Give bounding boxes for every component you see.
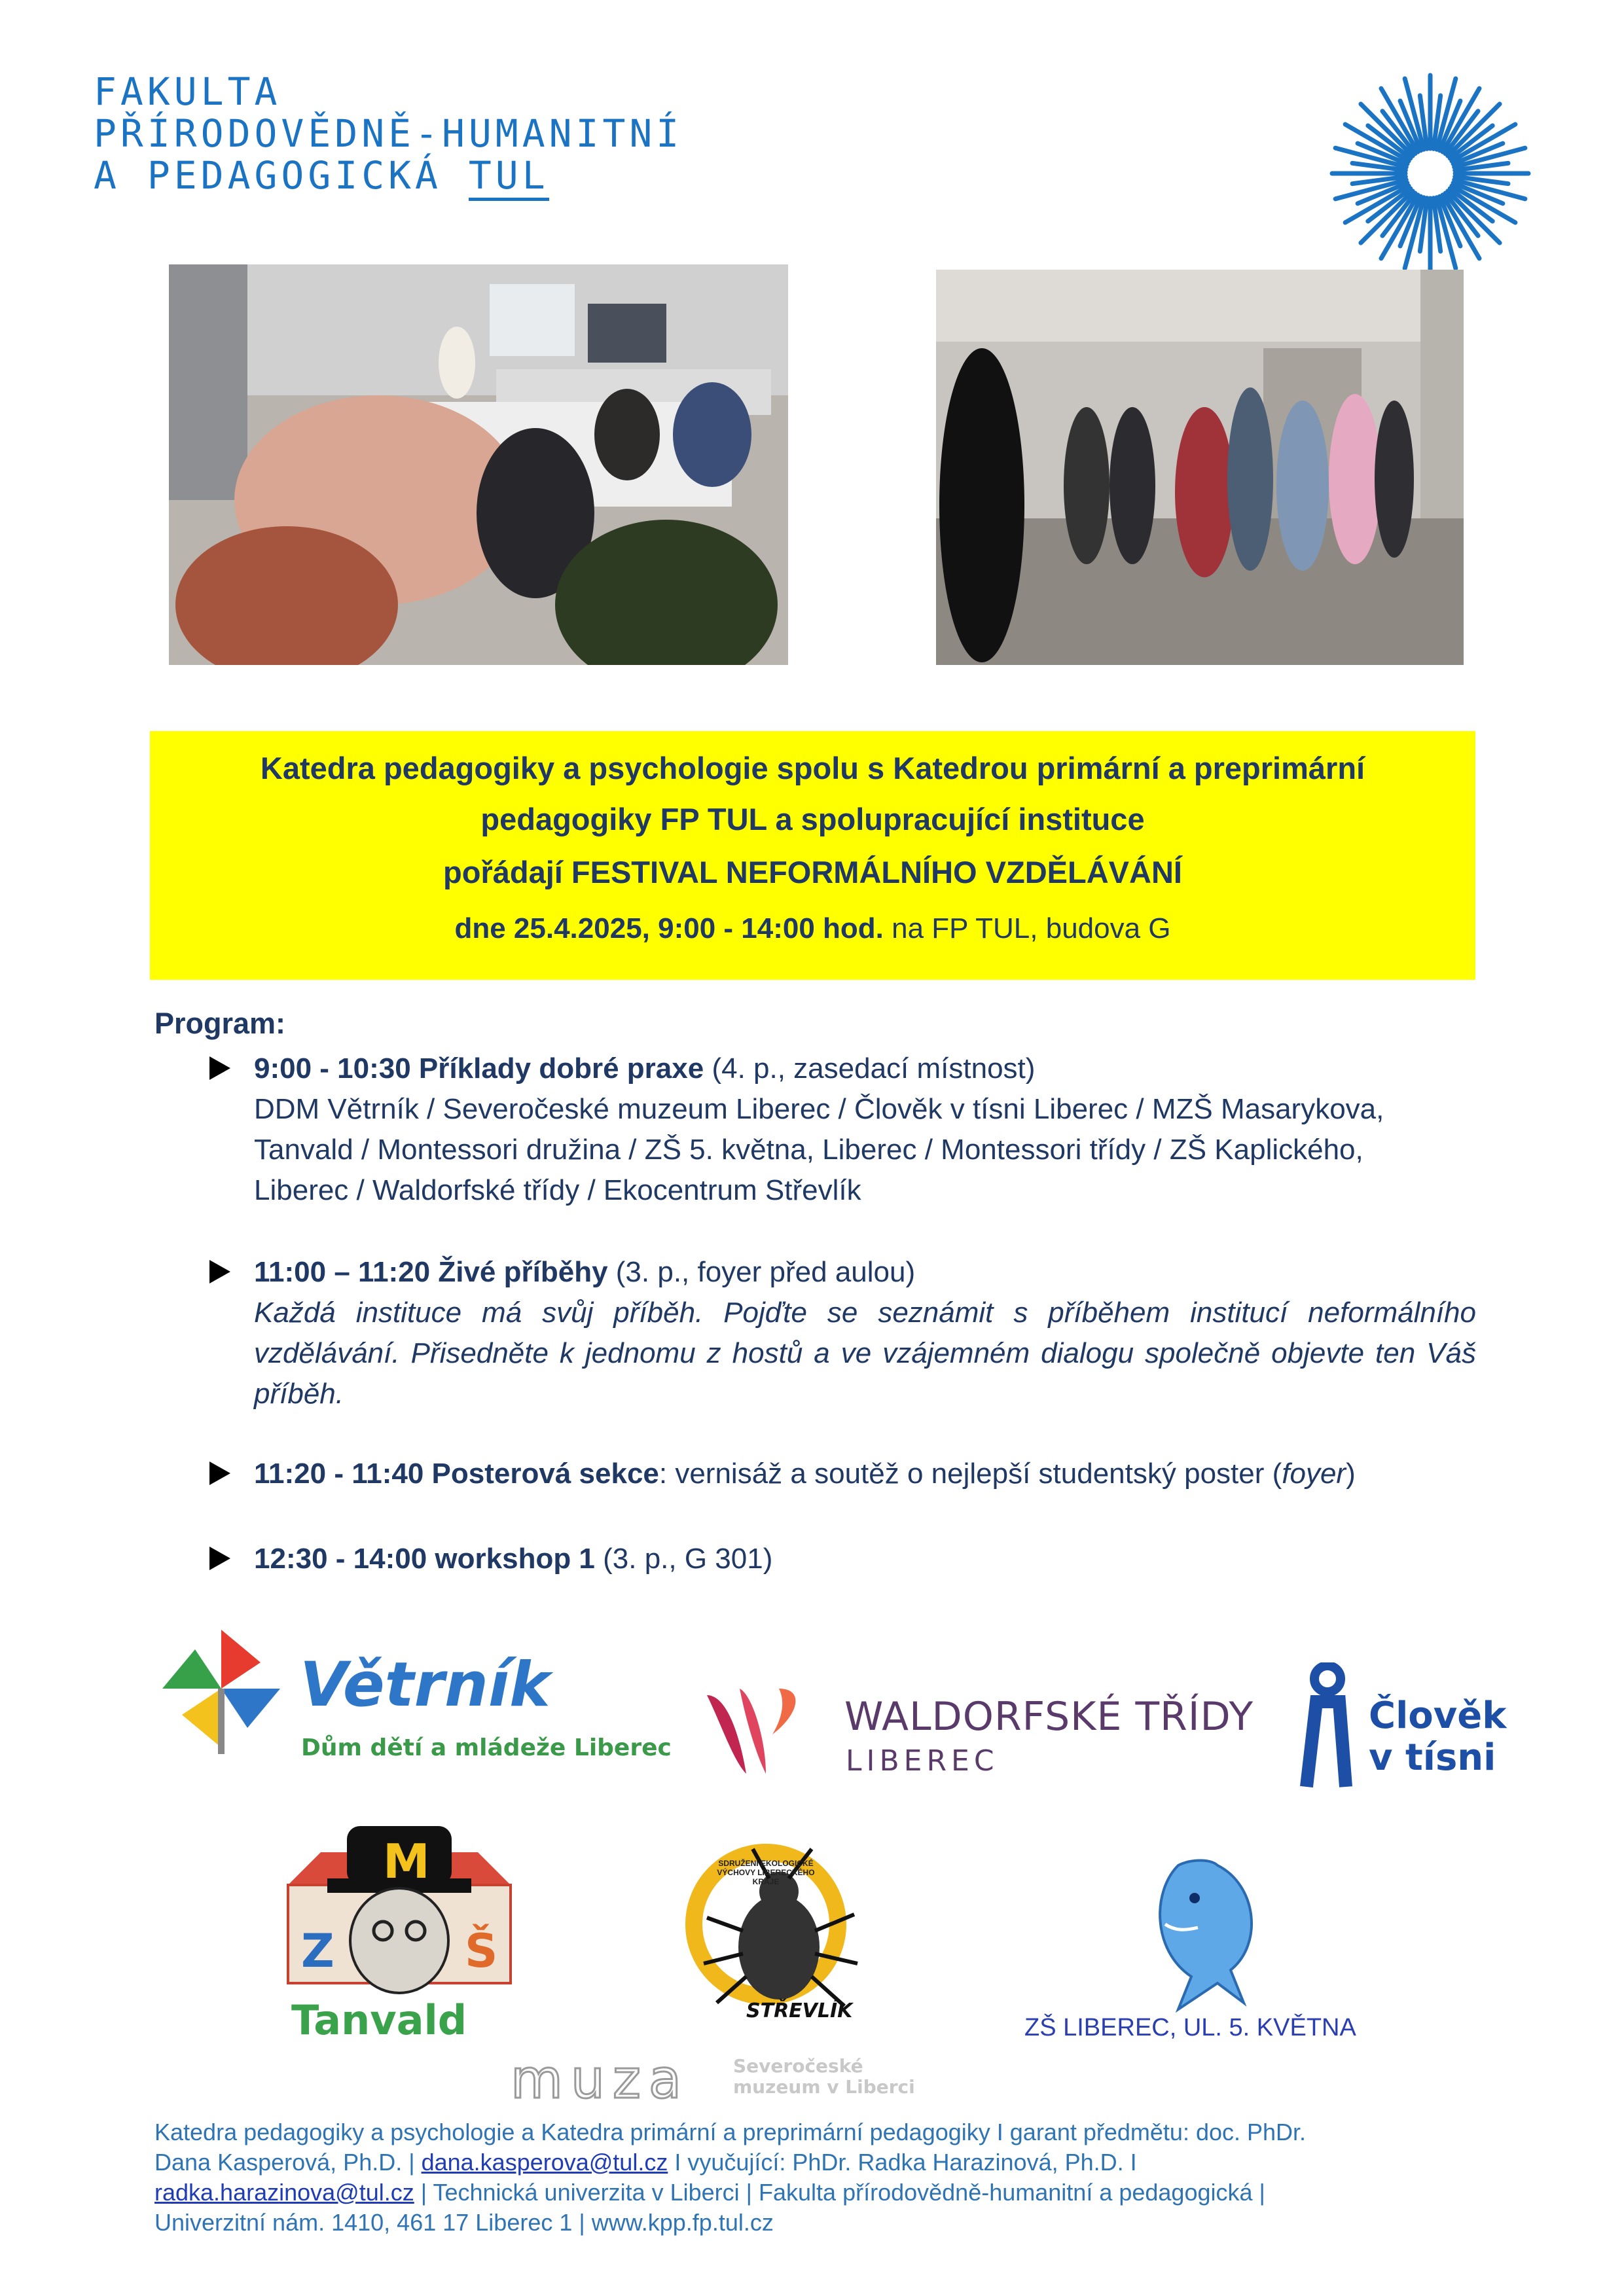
waldorf-logo — [700, 1682, 1276, 1787]
strevlik-logo — [681, 1839, 877, 2036]
program-item-1-time: 9:00 - 10:30 Příklady dobré praxe — [254, 1052, 704, 1085]
muza-subtitle — [733, 2056, 915, 2098]
bullet-triangle-icon — [209, 1260, 230, 1283]
muza-wordmark: muza — [511, 2049, 690, 2111]
vetrnik-logo — [156, 1623, 686, 1780]
footer-line-2 — [154, 2147, 1490, 2178]
vetrnik-subtitle: Dům dětí a mládeže Liberec — [301, 1734, 672, 1761]
faculty-line-1: FAKULTA — [94, 69, 281, 114]
notice-date-rest: na FP TUL, budova G — [883, 912, 1171, 944]
program-item-2-body: Každá instituce má svůj příběh. Pojďte se seznámit s příběhem institucí neformálního vzdělávání. Přisedněte k jednomu z hostů a ve vzájemném dialogu společně objevte ten Váš příběh. — [254, 1297, 1476, 1410]
waldorf-title: WALDORFSKÉ TŘÍDY — [844, 1694, 1254, 1740]
muza-sub-1: Severočeské — [733, 2055, 863, 2077]
faculty-line-2: PŘÍRODOVĚDNĚ-HUMANITNÍ — [94, 111, 683, 156]
muza-logo — [511, 2049, 929, 2111]
classroom-photo — [169, 264, 788, 665]
footer-line-3b: | Technická univerzita v Liberci | Fakulta přírodovědně-humanitní a pedagogická | — [414, 2179, 1265, 2206]
footer-line-1: Katedra pedagogiky a psychologie a Katedra primární a preprimární pedagogiky I garant předmětu: doc. PhDr. — [154, 2119, 1307, 2145]
bullet-triangle-icon — [209, 1547, 230, 1570]
program-item-1 — [209, 1049, 1476, 1211]
event-notice-box — [150, 731, 1475, 980]
faculty-line-3b: TUL — [469, 153, 549, 201]
notice-date — [150, 912, 1475, 945]
program-item-1-body-2: Tanvald / Montessori družina / ZŠ 5. května, Liberec / Montessori třídy / ZŠ Kaplického, — [254, 1134, 1363, 1166]
footer-line-3 — [154, 2178, 1490, 2208]
pinwheel-icon — [156, 1623, 287, 1754]
program-item-2 — [209, 1252, 1476, 1414]
notice-line-1: Katedra pedagogiky a psychologie spolu s Katedrou primární a preprimární — [260, 751, 1365, 785]
mzs-letter-m: M — [383, 1834, 430, 1889]
program-label: Program: — [154, 1007, 286, 1040]
strevlik-ring-text: SDRUŽENÍ EKOLOGICKÉ VÝCHOVY LIBERECKÉHO KRAJE — [717, 1859, 815, 1886]
foyer-photo — [936, 270, 1464, 665]
program-item-3-time: 11:20 - 11:40 Posterová sekce — [254, 1458, 659, 1490]
mzs-letter-s: Š — [465, 1924, 498, 1978]
waldorf-subtitle: LIBEREC — [846, 1744, 999, 1778]
clovek-line-2: v tísni — [1369, 1736, 1496, 1779]
clovek-line-1: Člověk — [1369, 1695, 1507, 1737]
footer-line-2a: Dana Kasperová, Ph.D. | — [154, 2149, 422, 2176]
program-item-3-rest: : vernisáž a soutěž o nejlepší studentský poster ( — [659, 1458, 1282, 1490]
notice-line-2: pedagogiky FP TUL a spolupracující instituce — [480, 802, 1145, 836]
program-item-1-place: (4. p., zasedací místnost) — [704, 1052, 1036, 1085]
footer-line-4: Univerzitní nám. 1410, 461 17 Liberec 1 | www.kpp.fp.tul.cz — [154, 2209, 774, 2236]
bullet-triangle-icon — [209, 1056, 230, 1080]
program-item-4-time: 12:30 - 14:00 workshop 1 — [254, 1543, 595, 1575]
strevlik-name: STŘEVLÍK — [746, 2000, 853, 2022]
email-link-kasperova[interactable]: dana.kasperova@tul.cz — [421, 2149, 668, 2176]
dolphin-logo — [1139, 1852, 1270, 2016]
vetrnik-title: Větrník — [300, 1649, 550, 1721]
mzs-tanvald-text: Tanvald — [291, 1996, 467, 2044]
bullet-triangle-icon — [209, 1462, 230, 1485]
footer-line-2b: I vyučující: PhDr. Radka Harazinová, Ph.D. I — [668, 2149, 1137, 2176]
footer-contact — [154, 2117, 1490, 2238]
zs-liberec-caption: ZŠ LIBEREC, UL. 5. KVĚTNA — [1024, 2014, 1356, 2041]
mzs-letter-z: Z — [301, 1924, 334, 1978]
faculty-wordmark — [94, 71, 683, 196]
program-item-3-end: ) — [1346, 1458, 1356, 1490]
notice-date-bold: dne 25.4.2025, 9:00 - 14:00 hod. — [454, 912, 884, 944]
program-item-4 — [209, 1539, 1476, 1579]
clovek-text — [1369, 1695, 1507, 1779]
faculty-line-3 — [94, 154, 683, 196]
muza-sub-2: muzeum v Liberci — [733, 2076, 915, 2098]
program-item-3-italic: foyer — [1282, 1458, 1346, 1490]
faculty-line-3a: A PEDAGOGICKÁ — [94, 153, 469, 198]
program-item-2-place: (3. p., foyer před aulou) — [607, 1256, 916, 1288]
program-item-4-place: (3. p., G 301) — [594, 1543, 773, 1575]
notice-festival-title: pořádají FESTIVAL NEFORMÁLNÍHO VZDĚLÁVÁNÍ — [443, 855, 1182, 889]
clovek-figure-icon — [1287, 1662, 1359, 1793]
program-item-1-body-3: Liberec / Waldorfské třídy / Ekocentrum Střevlík — [254, 1174, 861, 1206]
program-item-3 — [209, 1454, 1476, 1494]
tul-sunburst-logo-icon — [1329, 72, 1532, 275]
mzs-tanvald-logo — [275, 1826, 524, 2049]
program-item-2-time: 11:00 – 11:20 Živé příběhy — [254, 1256, 608, 1288]
clovek-v-tisni-logo — [1287, 1662, 1516, 1806]
waldorf-mark-icon — [700, 1682, 812, 1787]
program-item-1-body-1: DDM Větrník / Severočeské muzeum Liberec / Člověk v tísni Liberec / MZŠ Masarykova, — [254, 1093, 1384, 1125]
email-link-harazinova[interactable]: radka.harazinova@tul.cz — [154, 2179, 414, 2206]
notice-organizers — [150, 743, 1475, 845]
dolphin-icon — [1139, 1852, 1270, 2016]
